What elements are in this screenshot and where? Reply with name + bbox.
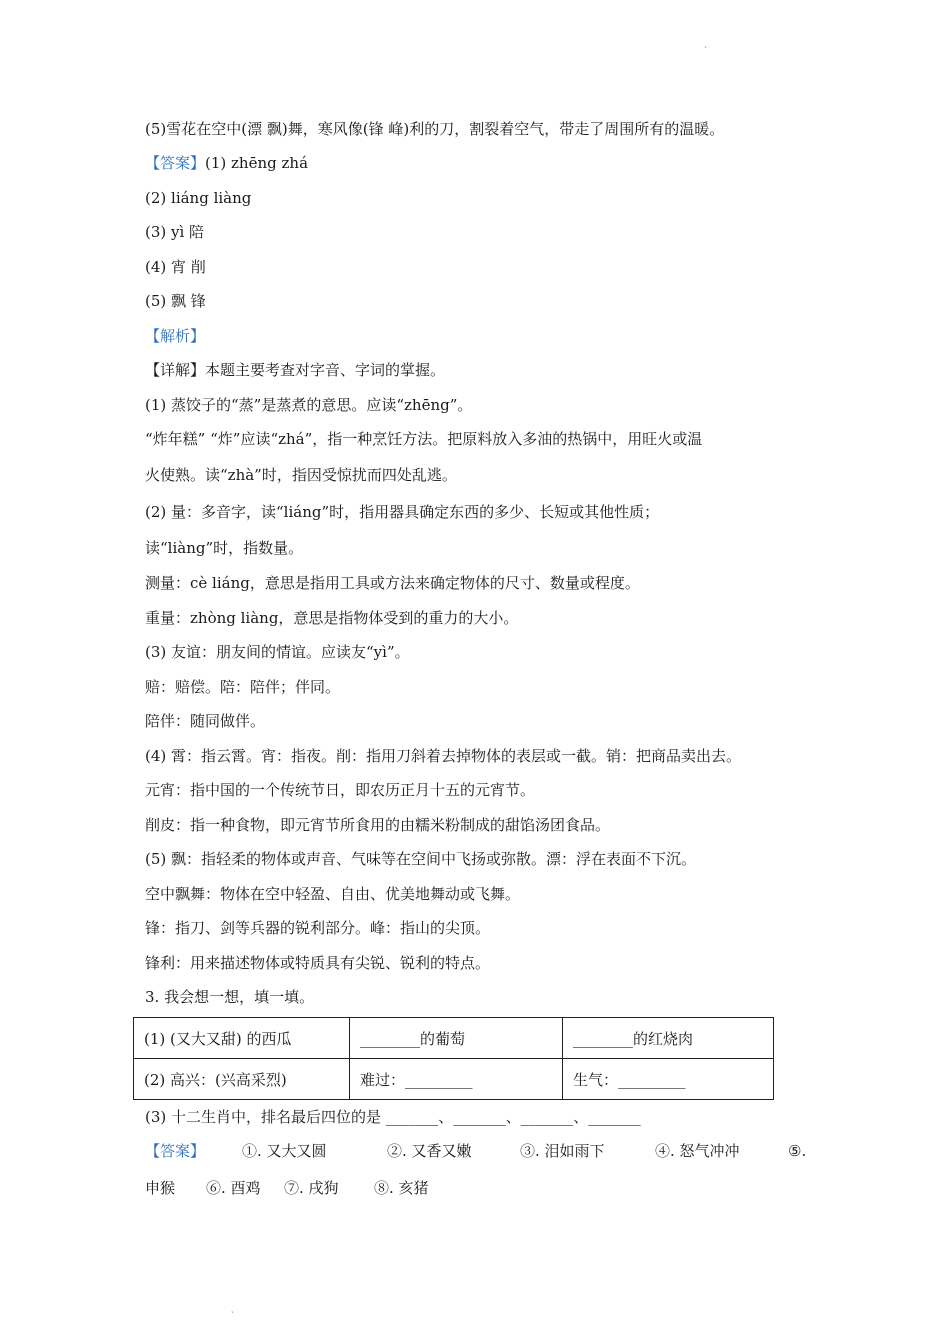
analysis-line: 元宵：指中国的一个传统节日，即农历正月十五的元宵节。 bbox=[145, 781, 536, 799]
answer2-item: ①. 又大又圆 bbox=[242, 1142, 327, 1160]
answer-item: (4) 宵 削 bbox=[145, 258, 206, 276]
analysis-line: (1) 蒸饺子的“蒸”是蒸煮的意思。应读“zhēng”。 bbox=[145, 396, 473, 414]
answer2-item: 申猴 bbox=[145, 1179, 176, 1197]
footer-mark: ˎ bbox=[231, 1304, 234, 1314]
answer-item: (1) zhēng zhá bbox=[205, 154, 309, 172]
analysis-line: 赔：赔偿。陪：陪伴；伴同。 bbox=[145, 678, 341, 696]
answer-item: (2) liáng liàng bbox=[145, 189, 252, 207]
analysis-line: “炸年糕” “炸”应读“zhá”，指一种烹饪方法。把原料放入多油的热锅中，用旺火或温 bbox=[145, 430, 703, 448]
answer2-line bbox=[145, 1141, 806, 1161]
analysis-line: 陪伴：随同做伴。 bbox=[145, 712, 266, 730]
table-cell: (2) 高兴：(兴高采烈) bbox=[134, 1059, 350, 1100]
analysis-line: 锋：指刀、剑等兵器的锐利部分。峰：指山的尖顶。 bbox=[145, 919, 491, 937]
answer2-item: ⑧. 亥猪 bbox=[374, 1179, 429, 1197]
analysis-line: 空中飘舞：物体在空中轻盈、自由、优美地舞动或飞舞。 bbox=[145, 885, 521, 903]
analysis-line: (5) 飘：指轻柔的物体或声音、气味等在空间中飞扬或弥散。漂：浮在表面不下沉。 bbox=[145, 850, 697, 868]
table-cell: 难过：_________ bbox=[350, 1059, 563, 1100]
answer-item: (5) 飘 锋 bbox=[145, 292, 206, 310]
analysis-line: 读“liàng”时，指数量。 bbox=[145, 539, 304, 557]
table-cell: 生气：_________ bbox=[563, 1059, 774, 1100]
table-cell: (1) (又大又甜) 的西瓜 bbox=[134, 1018, 350, 1059]
answer-item: (3) yì 陪 bbox=[145, 223, 205, 241]
analysis-line: 火使熟。读“zhà”时，指因受惊扰而四处乱逃。 bbox=[145, 466, 457, 484]
answer2-item: ⑦. 戌狗 bbox=[284, 1179, 339, 1197]
analysis-line: 削皮：指一种食物，即元宵节所食用的由糯米粉制成的甜馅汤团食品。 bbox=[145, 816, 611, 834]
analysis-line: 锋利：用来描述物体或特质具有尖锐、锐利的特点。 bbox=[145, 954, 491, 972]
answer2-item: ③. 泪如雨下 bbox=[520, 1142, 605, 1160]
answer2-tag: 【答案】 bbox=[145, 1142, 206, 1160]
answer2-item: ④. 怒气冲冲 bbox=[655, 1142, 740, 1160]
analysis-line: (2) 量：多音字，读“liáng”时，指用器具确定东西的多少、长短或其他性质； bbox=[145, 503, 660, 521]
answer-tag: 【答案】 bbox=[145, 154, 206, 172]
analysis-line: (3) 友谊：朋友间的情谊。应读友“yì”。 bbox=[145, 643, 410, 661]
analysis-line: (4) 霄：指云霄。宵：指夜。削：指用刀斜着去掉物体的表层或一截。销：把商品卖出去。 bbox=[145, 747, 742, 765]
detail-line bbox=[145, 360, 445, 380]
detail-tag: 【详解】 bbox=[145, 361, 206, 379]
fill-in-table bbox=[133, 1017, 774, 1100]
answer-line bbox=[145, 153, 308, 173]
answer2-item: ⑥. 酉鸡 bbox=[206, 1179, 261, 1197]
table-cell: ________的红烧肉 bbox=[563, 1018, 774, 1059]
analysis-line: 测量：cè liáng，意思是指用工具或方法来确定物体的尺寸、数量或程度。 bbox=[145, 574, 640, 592]
table-row bbox=[134, 1018, 774, 1059]
answer2-line-2 bbox=[145, 1178, 429, 1198]
table-cell: ________的葡萄 bbox=[350, 1018, 563, 1059]
answer2-item: ⑤. bbox=[788, 1142, 807, 1160]
analysis-line: 重量：zhòng liàng，意思是指物体受到的重力的大小。 bbox=[145, 609, 519, 627]
question-3-title: 3. 我会想一想，填一填。 bbox=[145, 988, 315, 1006]
header-mark: ˎ bbox=[704, 39, 707, 49]
table-row bbox=[134, 1059, 774, 1100]
question-3-sub3: (3) 十二生肖中，排名最后四位的是 _______、_______、_______、_______ bbox=[145, 1108, 641, 1126]
detail-text: 本题主要考查对字音、字词的掌握。 bbox=[205, 361, 446, 379]
answer2-item: ②. 又香又嫩 bbox=[387, 1142, 472, 1160]
analysis-tag: 【解析】 bbox=[145, 327, 206, 345]
question-line-5: (5)雪花在空中(漂 飘)舞，寒风像(锋 峰)利的刀，割裂着空气，带走了周围所有的温暖。 bbox=[145, 120, 725, 138]
